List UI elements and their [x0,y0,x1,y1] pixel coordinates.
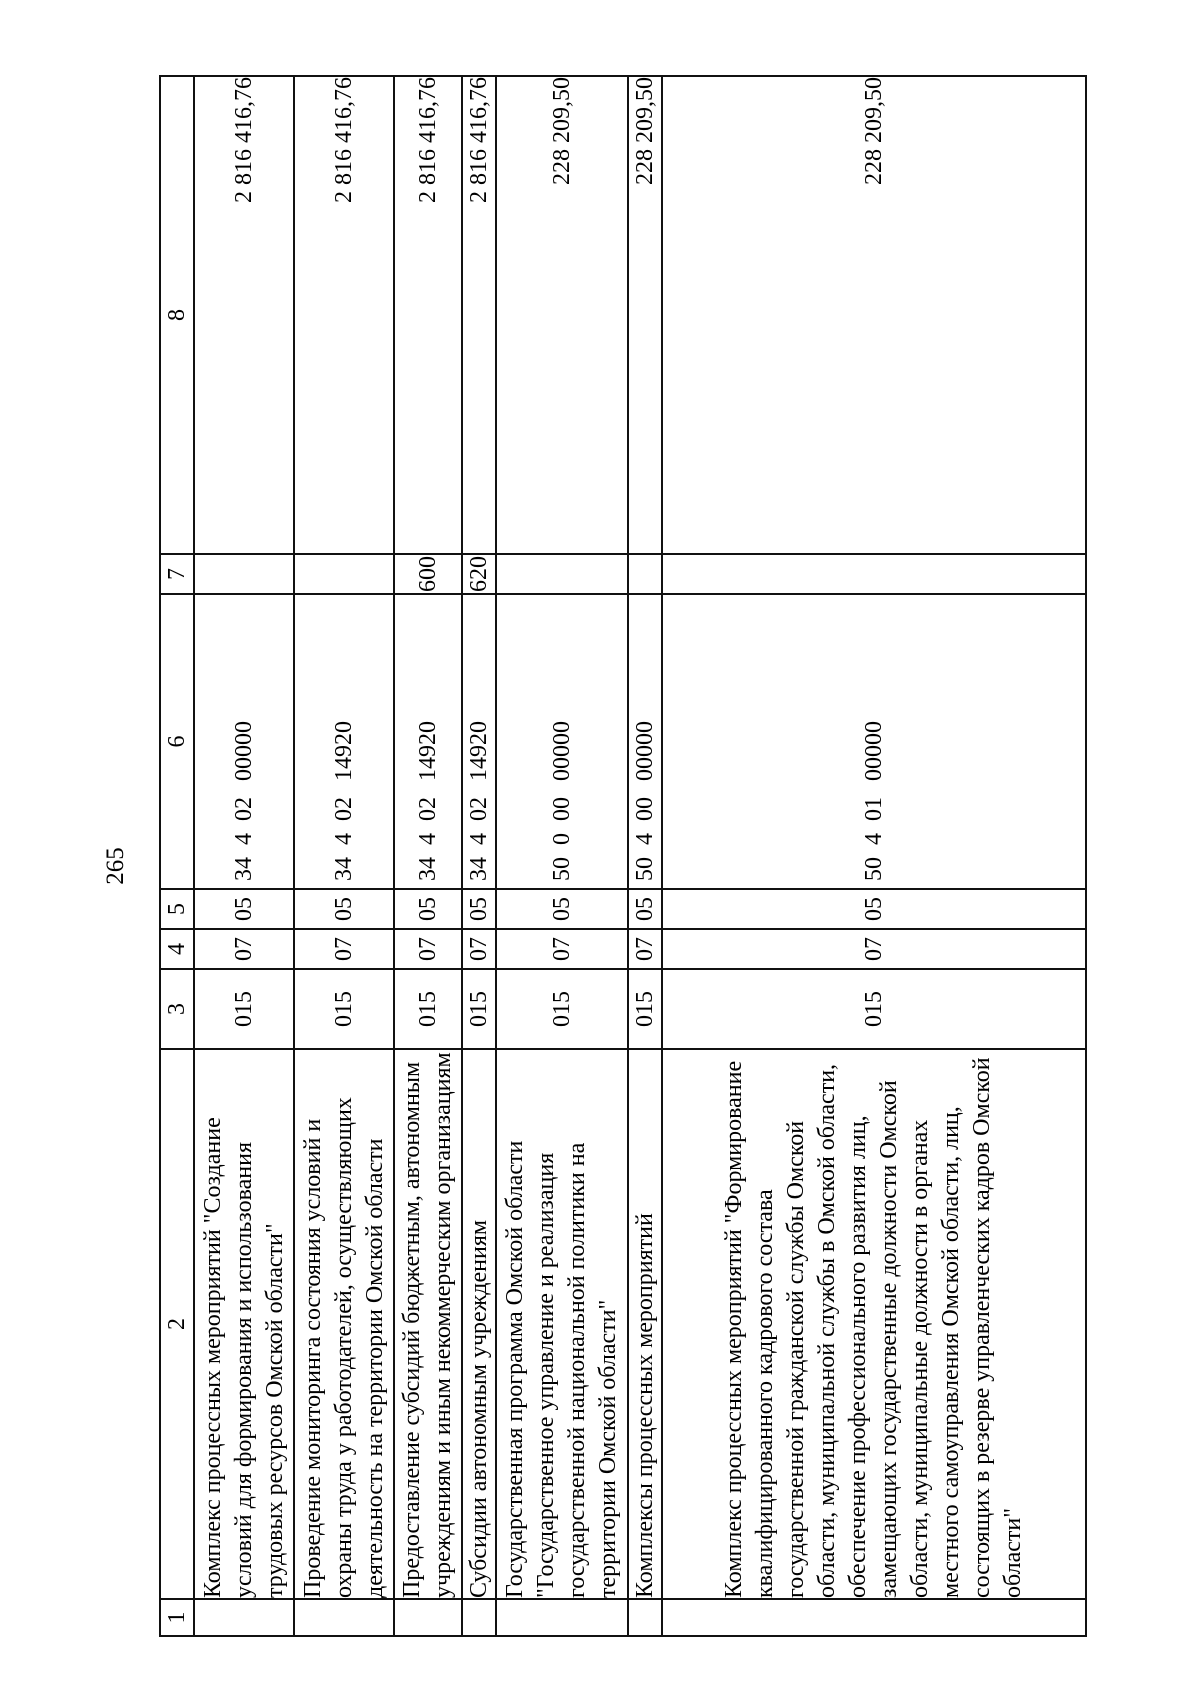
subsection-code-cell: 05 [462,889,496,929]
section-code-cell: 07 [628,929,662,969]
table-row [662,76,1086,1636]
description-cell: Проведение мониторинга состояния условий и охраны труда у работодателей, осуществляющих деятельность на территории Омской области [294,1049,394,1599]
header-col-5: 5 [160,889,194,929]
target-direction-code: 14920 [414,721,441,781]
target-direction-code: 00000 [230,721,257,781]
row-number-cell [394,1599,462,1636]
amount-cell: 228 209,50 [496,76,628,554]
page-number: 265 [102,847,129,885]
target-program-code: 50 [860,857,887,881]
target-subprogram-code: 02 [330,797,357,821]
target-type-code: 4 [631,833,658,845]
target-article-cell [394,594,462,889]
amount-cell: 228 209,50 [628,76,662,554]
target-type-code: 4 [230,833,257,845]
row-number-cell [194,1599,294,1636]
ministry-code-cell: 015 [662,969,1086,1049]
target-direction-code: 00000 [548,721,575,781]
target-type-code: 4 [860,833,887,845]
header-row [160,76,194,1636]
expense-type-cell [294,554,394,594]
section-code-cell: 07 [194,929,294,969]
target-subprogram-code: 01 [860,797,887,821]
ministry-code-cell: 015 [496,969,628,1049]
section-code-cell: 07 [496,929,628,969]
table-row [294,76,394,1636]
target-direction-code: 14920 [465,721,492,781]
row-number-cell [294,1599,394,1636]
ministry-code-cell: 015 [294,969,394,1049]
target-program-code: 34 [414,857,441,881]
amount-cell: 2 816 416,76 [194,76,294,554]
target-article-cell [294,594,394,889]
expense-type-cell: 620 [462,554,496,594]
rotated-table-container [159,77,1083,1637]
subsection-code-cell: 05 [662,889,1086,929]
expense-type-cell [628,554,662,594]
subsection-code-cell: 05 [194,889,294,929]
header-col-4: 4 [160,929,194,969]
table-row [394,76,462,1636]
target-program-code: 34 [230,857,257,881]
description-cell: Комплексы процессных мероприятий [628,1049,662,1599]
target-type-code: 4 [330,833,357,845]
section-code-cell: 07 [662,929,1086,969]
subsection-code-cell: 05 [294,889,394,929]
target-subprogram-code: 00 [548,797,575,821]
amount-cell: 2 816 416,76 [462,76,496,554]
budget-table [159,75,1087,1637]
target-direction-code: 00000 [860,721,887,781]
target-program-code: 50 [548,857,575,881]
target-subprogram-code: 02 [414,797,441,821]
header-col-6: 6 [160,594,194,889]
target-program-code: 34 [330,857,357,881]
table-row [628,76,662,1636]
header-col-3: 3 [160,969,194,1049]
row-number-cell [496,1599,628,1636]
amount-cell: 228 209,50 [662,76,1086,554]
table-row [462,76,496,1636]
target-type-code: 4 [414,833,441,845]
target-article-cell [194,594,294,889]
ministry-code-cell: 015 [394,969,462,1049]
section-code-cell: 07 [294,929,394,969]
expense-type-cell: 600 [394,554,462,594]
target-type-code: 0 [548,833,575,845]
description-cell: Предоставление субсидий бюджетным, автономным учреждениям и иным некоммерческим организациям [394,1049,462,1599]
table-row [496,76,628,1636]
header-col-8: 8 [160,76,194,554]
target-subprogram-code: 02 [465,797,492,821]
target-article-cell [628,594,662,889]
description-cell: Субсидии автономным учреждениям [462,1049,496,1599]
subsection-code-cell: 05 [394,889,462,929]
description-cell: Государственная программа Омской области "Государственное управление и реализация государственной национальной политики на территории Омской области" [496,1049,628,1599]
ministry-code-cell: 015 [462,969,496,1049]
row-number-cell [662,1599,1086,1636]
target-program-code: 34 [465,857,492,881]
description-cell: Комплекс процессных мероприятий "Формирование квалифицированного кадрового состава государственной гражданской службы Омской области, муниципальной службы в Омской области, обеспечение профессионального развития лиц, замещающих государственные должности Омской области, муниципальные должности в органах местного самоуправления Омской области, лиц, состоящих в резерве управленческих кадров Омской области" [662,1049,1086,1599]
amount-cell: 2 816 416,76 [394,76,462,554]
target-article-cell [662,594,1086,889]
expense-type-cell [496,554,628,594]
target-article-cell [462,594,496,889]
header-col-2: 2 [160,1049,194,1599]
target-program-code: 50 [631,857,658,881]
target-subprogram-code: 02 [230,797,257,821]
ministry-code-cell: 015 [628,969,662,1049]
table-row [194,76,294,1636]
section-code-cell: 07 [462,929,496,969]
section-code-cell: 07 [394,929,462,969]
ministry-code-cell: 015 [194,969,294,1049]
expense-type-cell [662,554,1086,594]
header-col-7: 7 [160,554,194,594]
target-article-cell [496,594,628,889]
row-number-cell [628,1599,662,1636]
target-type-code: 4 [465,833,492,845]
subsection-code-cell: 05 [628,889,662,929]
description-cell: Комплекс процессных мероприятий "Создание условий для формирования и использования трудовых ресурсов Омской области" [194,1049,294,1599]
target-direction-code: 00000 [631,721,658,781]
expense-type-cell [194,554,294,594]
row-number-cell [462,1599,496,1636]
target-subprogram-code: 00 [631,797,658,821]
header-col-1: 1 [160,1599,194,1636]
subsection-code-cell: 05 [496,889,628,929]
amount-cell: 2 816 416,76 [294,76,394,554]
target-direction-code: 14920 [330,721,357,781]
